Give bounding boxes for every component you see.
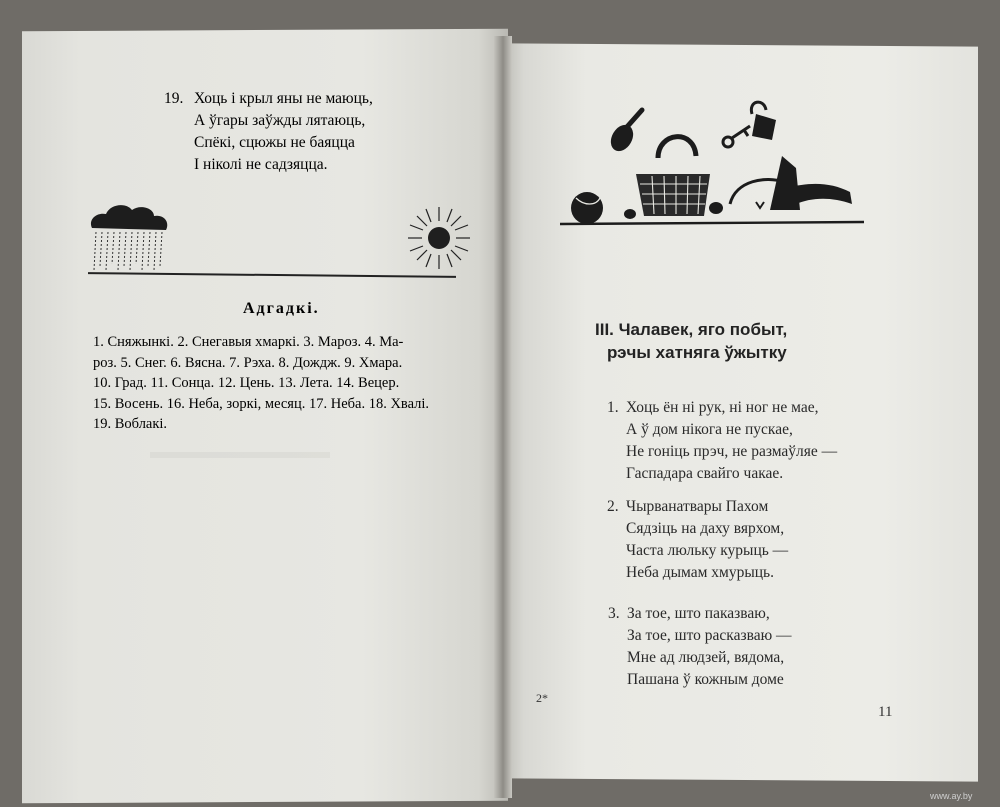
riddle-line: Пашана ў кожным доме (627, 671, 784, 688)
answers-block (93, 332, 476, 435)
riddle-line: Часта люльку курыць — (626, 542, 789, 559)
riddle-number: 19. (164, 90, 184, 107)
riddle-2 (607, 496, 789, 584)
padlock-icon (751, 102, 776, 140)
answers-line: 1. Сняжынкі. 2. Снегавыя хмаркі. 3. Мароз. 4. Ма- (93, 334, 404, 350)
riddle-line: Хоць ён ні рук, ні ног не мае, (626, 399, 819, 416)
riddle-19 (164, 88, 373, 176)
riddle-line: Не гоніць прэч, не размаўляе — (626, 443, 838, 460)
riddle-line: А ўгары заўжды лятаюць, (194, 112, 366, 129)
riddle-line: А ў дом нікога не пускае, (626, 421, 793, 438)
basket-icon (636, 137, 710, 216)
answers-line: 19. Воблакі. (93, 416, 168, 432)
answers-line: 10. Град. 11. Сонца. 12. Цень. 13. Лета. 14. Вецер. (93, 375, 400, 391)
key-icon (723, 126, 750, 147)
show-through (150, 452, 330, 518)
riddle-3 (608, 603, 792, 691)
riddle-line: Мне ад людзей, вядома, (627, 649, 785, 666)
answers-heading: Адгадкі. (243, 300, 320, 317)
ladle-icon (606, 110, 642, 155)
riddle-line: Хоць і крыл яны не маюць, (194, 90, 373, 107)
section-heading (595, 318, 787, 364)
section-heading-line: III. Чалавек, яго побыт, (595, 320, 788, 339)
riddle-line: Чырванатвары Пахом (626, 498, 769, 515)
riddle-line: За тое, што паказваю, (627, 605, 770, 622)
sun-icon (404, 203, 474, 273)
riddle-line: Гаспадара свайго чакае. (626, 465, 784, 482)
riddle-line: Неба дымам хмурыць. (626, 564, 774, 581)
answers-line: 15. Восень. 16. Неба, зоркі, месяц. 17. Неба. 18. Хвалі. (93, 395, 430, 412)
riddle-number: 1. (607, 399, 619, 416)
ball-icon (571, 192, 603, 224)
riddle-line: Спёкі, сцюжы не баяцца (194, 134, 355, 151)
riddle-number: 3. (608, 605, 620, 622)
riddle-1 (607, 397, 838, 485)
riddle-line: За тое, што расказваю — (627, 627, 792, 644)
riddle-line: І ніколі не садзяцца. (194, 156, 328, 173)
household-objects-illustration (560, 98, 870, 238)
book-gutter (494, 36, 512, 798)
riddle-line: Сядзіць на даху вярхом, (626, 520, 785, 537)
riddle-number: 2. (607, 498, 619, 515)
answers-line: роз. 5. Снег. 6. Вясна. 7. Рэха. 8. Дождж. 9. Хмара. (93, 354, 403, 371)
section-heading-line: рэчы хатняга ўжытку (607, 343, 787, 362)
iron-icon (730, 156, 852, 210)
page-number: 11 (878, 704, 893, 720)
rain-cloud-icon (86, 200, 176, 276)
watermark: www.ay.by (930, 791, 973, 801)
signature-mark: 2* (536, 691, 548, 705)
